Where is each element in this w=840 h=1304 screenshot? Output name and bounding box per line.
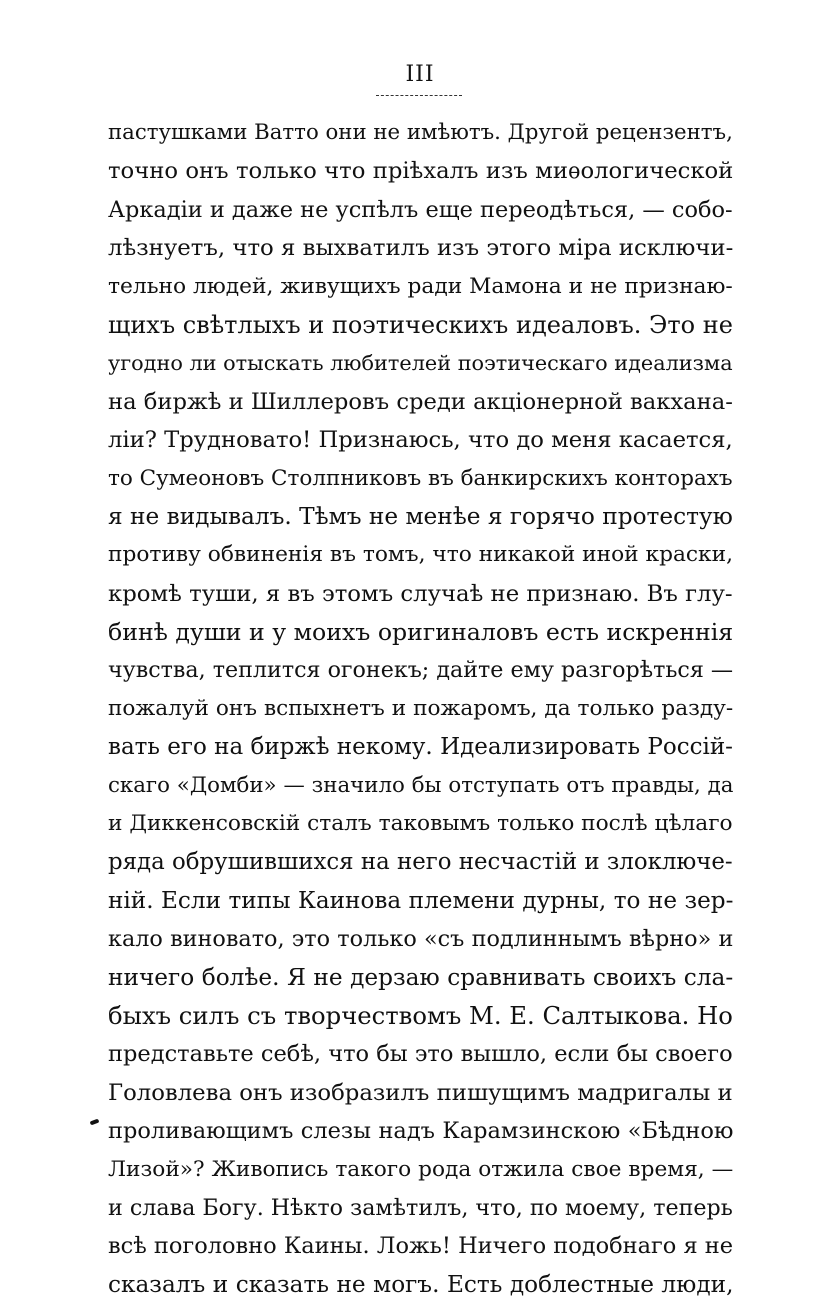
text-line: угодно ли отыскать любителей поэтическаго идеализма	[108, 351, 733, 376]
page-number: III	[405, 62, 435, 87]
text-line: кромѣ туши, я въ этомъ случаѣ не признаю. Въ глу-	[108, 580, 733, 607]
text-line: и слава Богу. Нѣкто замѣтилъ, что, по моему, теперь	[108, 1194, 733, 1221]
text-line: ній. Если типы Каинова племени дурны, то не зер-	[108, 887, 733, 914]
header-rule	[376, 95, 462, 96]
text-line: кало виновато, это только «съ подлиннымъ вѣрно» и	[108, 926, 733, 953]
text-line: пожалуй онъ вспыхнетъ и пожаромъ, да только разду-	[108, 695, 733, 721]
text-line: щихъ свѣтлыхъ и поэтическихъ идеаловъ. Это не	[108, 310, 733, 339]
body-text	[108, 114, 733, 1304]
text-line: чувства, теплится огонекъ; дайте ему разгорѣться —	[108, 657, 733, 684]
text-line: проливающимъ слезы надъ Карамзинскою «Бѣдною	[108, 1118, 733, 1145]
text-line: ліи? Трудновато! Признаюсь, что до меня касается,	[108, 427, 733, 454]
text-line: и Диккенсовскій сталъ таковымъ только послѣ цѣлаго	[108, 811, 733, 837]
text-line: точно онъ только что пріѣхалъ изъ миѳологической	[108, 158, 733, 185]
text-line: ряда обрушившихся на него несчастій и злоключе-	[108, 849, 733, 876]
ink-mark	[90, 1119, 100, 1126]
text-line: ничего болѣе. Я не дерзаю сравнивать своихъ сла-	[108, 963, 733, 991]
text-line: бинѣ души и у моихъ оригиналовъ есть искреннія	[108, 618, 733, 647]
text-line: Аркадіи и даже не успѣлъ еще переодѣться, — собо-	[108, 196, 733, 223]
text-line: пастушками Ватто они не имѣютъ. Другой рецензентъ,	[108, 120, 733, 145]
text-line: противу обвиненія въ томъ, что никакой иной краски,	[108, 542, 733, 568]
text-line: сказалъ и сказать не могъ. Есть доблестные люди,	[108, 1270, 733, 1298]
text-line: на биржѣ и Шиллеровъ среди акціонерной вакхана-	[108, 388, 733, 415]
text-line: тельно людей, живущихъ ради Мамона и не признаю-	[108, 273, 733, 299]
text-line: всѣ поголовно Каины. Ложь! Ничего подобнаго я не	[108, 1233, 733, 1260]
text-line: Лизой»? Живопись такого рода отжила свое время, —	[108, 1156, 733, 1182]
text-line: то Сумеоновъ Столпниковъ въ банкирскихъ конторахъ	[108, 465, 733, 491]
text-line: вать его на биржѣ некому. Идеализировать Россій-	[108, 734, 733, 761]
text-line: я не видывалъ. Тѣмъ не менѣе я горячо протестую	[108, 502, 733, 530]
text-line: скаго «Домби» — значило бы отступать отъ правды, да	[108, 772, 733, 798]
text-line: быхъ силъ съ творчествомъ М. Е. Салтыкова. Но	[108, 1000, 733, 1030]
text-line: Головлева онъ изобразилъ пишущимъ мадригалы и	[108, 1079, 733, 1106]
text-line: представьте себѣ, что бы это вышло, если бы своего	[108, 1041, 733, 1068]
text-line: лѣзнуетъ, что я выхватилъ изъ этого міра исключи-	[108, 235, 733, 262]
